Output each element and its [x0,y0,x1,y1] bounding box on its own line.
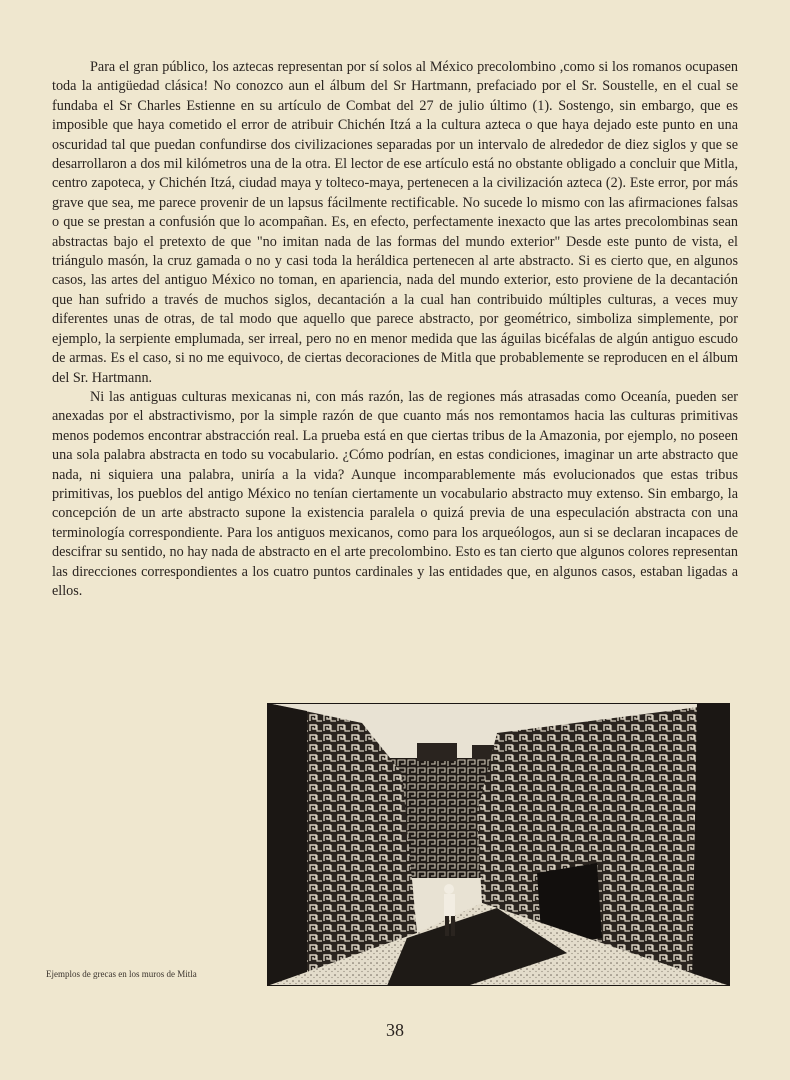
page-number: 38 [386,1020,404,1040]
mitla-photo-image [267,703,730,986]
paragraph-1: Para el gran público, los aztecas representan por sí solos al México precolombino ,como si los romanos ocupasen toda la antigüedad clásica! No conozco aun el álbum del Sr Hartmann, prefaciado por el Sr. Soustelle, en el cual se fundaba el Sr Charles Estienne en su artículo de Combat del 27 de julio último (1). Sostengo, sin embargo, que es imposible que haya cometido el error de atribuir Chichén Itzá a la cultura azteca o que haya dejado este punto en una oscuridad tal que puedan confundirse dos civilizaciones separadas por un intervalo de alrededor de diez siglos y que se desarrollaron a dos mil kilómetros una de la otra. El lector de ese artículo está no obstante obligado a concluir que Mitla, centro zapoteca, y Chichén Itzá, ciudad maya y tolteco-maya, pertenecen a la civilización azteca (2). Este error, por más grave que sea, me parece provenir de un lapsus fácilmente rectificable. No sucede lo mismo con las afirmaciones falsas o que se prestan a confusión que lo acompañan. Es, en efecto, perfectamente inexacto que las artes precolombinas sean abstractas bajo el pretexto de que "no imitan nada de las formas del mundo exterior" Desde este punto de vista, el triángulo masón, la cruz gamada o no y casi toda la heráldica pertenecen al arte abstracto. Si es cierto que, en algunos casos, las artes del antiguo México no toman, en apariencia, nada del mundo exterior, esto proviene de la decantación que han sufrido a través de muchos siglos, decantación a la cual han contribuido múltiples culturas, a veces muy diferentes unas de otras, de tal modo que aquello que parece abstracto, por geométrico, simboliza simplemente, por ejemplo, la serpiente emplumada, ser irreal, pero no en menor medida que las águilas bicéfalas de algún antiguo escudo de armas. Es el caso, si no me equivoco, de ciertas decoraciones de Mitla que probablemente se reproducen en el álbum del Sr. Hartmann. [52,59,738,386]
body-text [52,58,738,601]
figure-caption: Ejemplos de grecas en los muros de Mitla [46,969,197,979]
paragraph-2: Ni las antiguas culturas mexicanas ni, con más razón, las de regiones más atrasadas como Oceanía, pueden ser anexadas por el abstractivismo, por la simple razón de que cuanto más nos remontamos hacia las culturas primitivas menos podemos encontrar abstracción real. La prueba está en que ciertas tribus de la Amazonia, por ejemplo, no poseen una sola palabra abstracta en todo su vocabulario. ¿Cómo podrían, en estas condiciones, imaginar un arte abstracto que nada, ni siquiera una palabra, uniría a la vida? Aunque incomparablemente más evolucionados que estas tribus primitivas, los pueblos del antigo México no tenían ciertamente un vocabulario abstracto muy extenso. Sin embargo, la concepción de un arte abstracto supone la existencia paralela o quizá previa de una especulación abstracta con una terminología correspondiente. Para los antiguos mexicanos, como para los arqueólogos, aun si se declaran incapaces de descifrar su sentido, no hay nada de abstracto en el arte precolombino. Esto es tan cierto que algunos colores representan las direcciones correspondientes a los cuatro puntos cardinales y las entidades que, en algunos casos, estaban ligadas a ellos. [52,388,738,599]
mitla-photograph [267,703,730,986]
